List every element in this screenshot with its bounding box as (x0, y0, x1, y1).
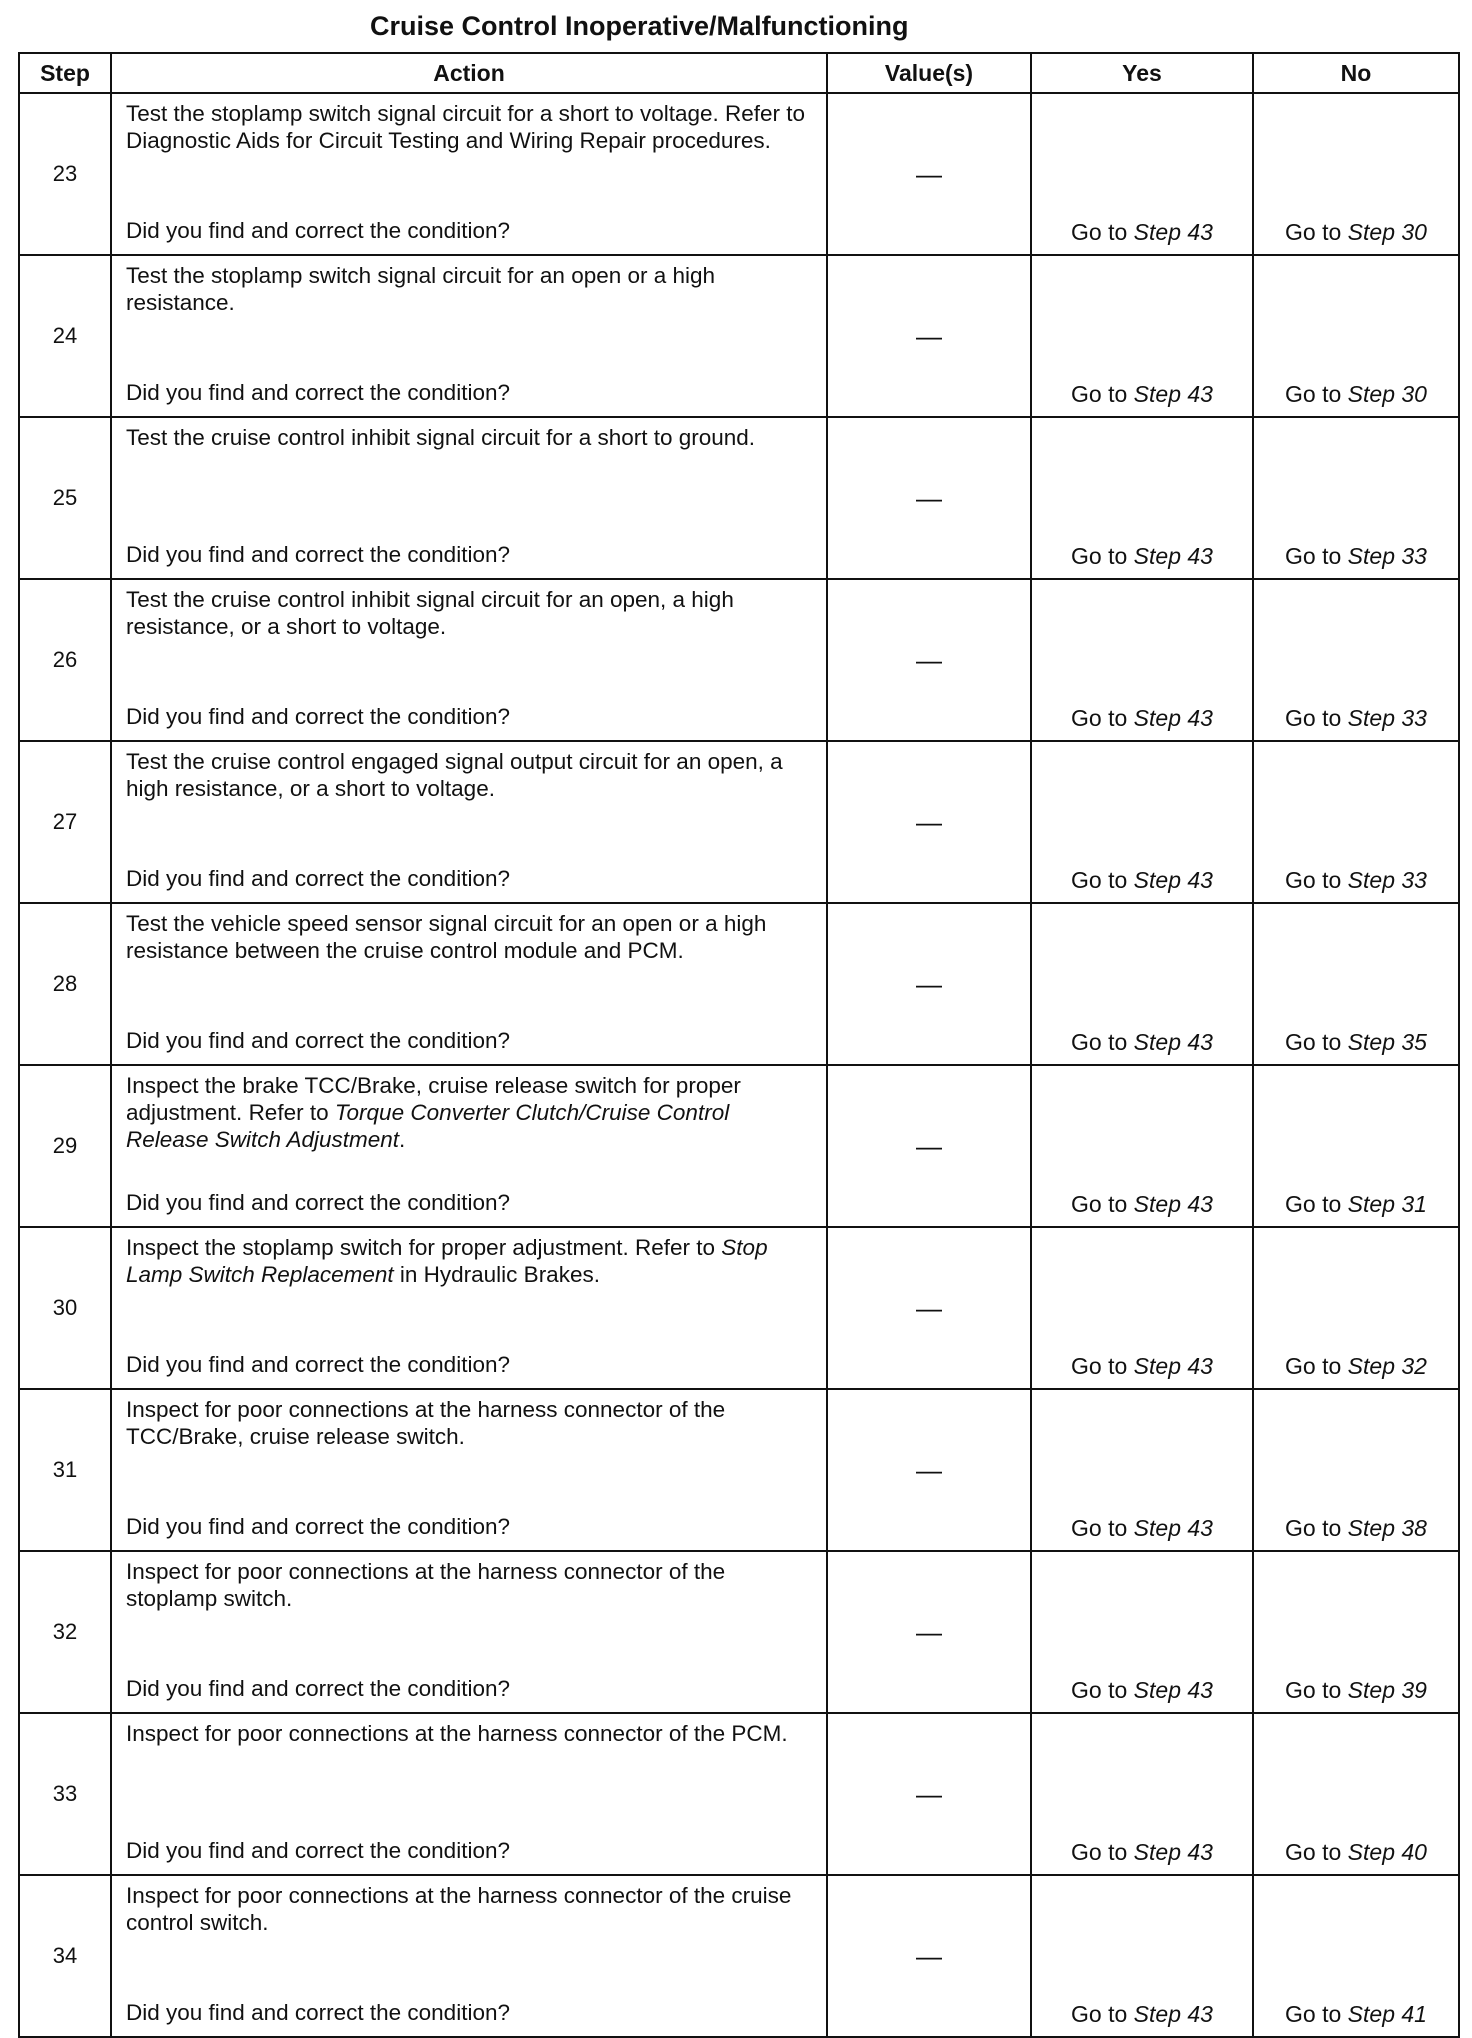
goto-step-ref: Step 43 (1133, 867, 1213, 893)
goto-prefix: Go to (1285, 1029, 1342, 1055)
step-number: 31 (19, 1389, 111, 1551)
yes-cell (1031, 741, 1253, 903)
goto-step-ref: Step 43 (1133, 1839, 1213, 1865)
goto-prefix: Go to (1071, 1677, 1128, 1703)
goto-prefix: Go to (1285, 1677, 1342, 1703)
goto-yes (1032, 1677, 1252, 1712)
no-cell (1253, 1551, 1459, 1713)
yes-cell (1031, 255, 1253, 417)
goto-no (1254, 1029, 1458, 1064)
goto-step-ref: Step 39 (1347, 1677, 1427, 1703)
goto-prefix: Go to (1071, 1353, 1128, 1379)
action-text (126, 1072, 816, 1153)
action-text-part: Test the stoplamp switch signal circuit for a short to voltage. Refer to Diagnostic Aids for Circuit Testing and Wiring Repair procedures. (126, 101, 806, 153)
action-text (126, 586, 816, 640)
header-no: No (1253, 53, 1459, 93)
table-row (19, 1065, 1459, 1227)
goto-prefix: Go to (1285, 1353, 1342, 1379)
yes-cell (1031, 1713, 1253, 1875)
goto-step-ref: Step 43 (1133, 1515, 1213, 1541)
action-text (126, 1234, 816, 1288)
no-cell (1253, 93, 1459, 255)
action-text-part: Test the cruise control inhibit signal circuit for an open, a high resistance, or a short to voltage. (126, 587, 734, 639)
goto-no (1254, 543, 1458, 578)
goto-step-ref: Step 43 (1133, 543, 1213, 569)
goto-yes (1032, 1515, 1252, 1550)
goto-prefix: Go to (1285, 867, 1342, 893)
table-body (19, 93, 1459, 2037)
goto-no (1254, 867, 1458, 902)
no-cell (1253, 1389, 1459, 1551)
goto-step-ref: Step 32 (1347, 1353, 1427, 1379)
action-question: Did you find and correct the condition? (126, 542, 510, 567)
action-cell (111, 1875, 827, 2037)
yes-cell (1031, 903, 1253, 1065)
table-row (19, 1389, 1459, 1551)
action-text (126, 424, 816, 451)
action-question: Did you find and correct the condition? (126, 1028, 510, 1053)
action-cell (111, 1065, 827, 1227)
action-text (126, 748, 816, 802)
value-cell: — (827, 741, 1031, 903)
goto-step-ref: Step 30 (1347, 219, 1427, 245)
action-cell (111, 579, 827, 741)
action-reference: Torque Converter Clutch/Cruise Control Release Switch Adjustment (126, 1100, 730, 1152)
goto-no (1254, 1191, 1458, 1226)
action-cell (111, 93, 827, 255)
step-number: 23 (19, 93, 111, 255)
action-text-part: Test the cruise control inhibit signal circuit for a short to ground. (126, 425, 756, 450)
goto-yes (1032, 1029, 1252, 1064)
action-text-part: . (399, 1127, 406, 1152)
step-number: 26 (19, 579, 111, 741)
action-reference: Stop Lamp Switch Replacement (126, 1235, 768, 1287)
goto-yes (1032, 1353, 1252, 1388)
goto-no (1254, 1839, 1458, 1874)
step-number: 28 (19, 903, 111, 1065)
table-row (19, 417, 1459, 579)
table-row (19, 1875, 1459, 2037)
goto-no (1254, 1515, 1458, 1550)
value-cell: — (827, 1389, 1031, 1551)
goto-prefix: Go to (1285, 543, 1342, 569)
table-row (19, 1227, 1459, 1389)
goto-yes (1032, 867, 1252, 902)
action-cell (111, 1551, 827, 1713)
goto-prefix: Go to (1285, 381, 1342, 407)
page-title: Cruise Control Inoperative/Malfunctioning (370, 11, 909, 41)
step-number: 29 (19, 1065, 111, 1227)
goto-step-ref: Step 43 (1133, 1353, 1213, 1379)
header-values: Value(s) (827, 53, 1031, 93)
goto-step-ref: Step 43 (1133, 1029, 1213, 1055)
step-number: 34 (19, 1875, 111, 2037)
table-row (19, 741, 1459, 903)
yes-cell (1031, 1389, 1253, 1551)
goto-no (1254, 705, 1458, 740)
no-cell (1253, 1227, 1459, 1389)
goto-yes (1032, 543, 1252, 578)
goto-yes (1032, 1191, 1252, 1226)
action-text (126, 1882, 816, 1936)
action-text-part: Inspect for poor connections at the harness connector of the stoplamp switch. (126, 1559, 726, 1611)
goto-no (1254, 1677, 1458, 1712)
yes-cell (1031, 417, 1253, 579)
action-text (126, 1558, 816, 1612)
yes-cell (1031, 1065, 1253, 1227)
action-text-part: Inspect the stoplamp switch for proper adjustment. Refer to (126, 1235, 722, 1260)
goto-step-ref: Step 40 (1347, 1839, 1427, 1865)
goto-no (1254, 1353, 1458, 1388)
goto-yes (1032, 1839, 1252, 1874)
goto-prefix: Go to (1071, 219, 1128, 245)
action-question: Did you find and correct the condition? (126, 2000, 510, 2025)
value-cell: — (827, 417, 1031, 579)
table-row (19, 93, 1459, 255)
action-question: Did you find and correct the condition? (126, 1352, 510, 1377)
goto-prefix: Go to (1285, 1839, 1342, 1865)
goto-yes (1032, 705, 1252, 740)
action-cell (111, 1227, 827, 1389)
goto-yes (1032, 219, 1252, 254)
step-number: 33 (19, 1713, 111, 1875)
yes-cell (1031, 93, 1253, 255)
goto-prefix: Go to (1071, 1515, 1128, 1541)
table-header-row (19, 53, 1459, 93)
goto-no (1254, 2001, 1458, 2036)
step-number: 25 (19, 417, 111, 579)
goto-step-ref: Step 43 (1133, 219, 1213, 245)
action-cell (111, 1389, 827, 1551)
value-cell: — (827, 93, 1031, 255)
goto-prefix: Go to (1285, 705, 1342, 731)
goto-step-ref: Step 30 (1347, 381, 1427, 407)
no-cell (1253, 903, 1459, 1065)
action-text-part: Inspect for poor connections at the harness connector of the cruise control switch. (126, 1883, 792, 1935)
goto-prefix: Go to (1071, 1029, 1128, 1055)
action-text-part: Inspect the brake TCC/Brake, cruise release switch for proper adjustment. Refer to (126, 1073, 741, 1125)
action-text-part: in Hydraulic Brakes. (393, 1262, 600, 1287)
action-question: Did you find and correct the condition? (126, 1838, 510, 1863)
goto-prefix: Go to (1071, 543, 1128, 569)
table-row (19, 1713, 1459, 1875)
goto-prefix: Go to (1071, 1191, 1128, 1217)
action-text (126, 262, 816, 316)
goto-prefix: Go to (1285, 2001, 1342, 2027)
action-question: Did you find and correct the condition? (126, 1190, 510, 1215)
table-row (19, 903, 1459, 1065)
value-cell: — (827, 1875, 1031, 2037)
action-question: Did you find and correct the condition? (126, 704, 510, 729)
goto-prefix: Go to (1071, 381, 1128, 407)
action-question: Did you find and correct the condition? (126, 866, 510, 891)
value-cell: — (827, 579, 1031, 741)
table-row (19, 255, 1459, 417)
no-cell (1253, 1713, 1459, 1875)
action-cell (111, 903, 827, 1065)
step-number: 30 (19, 1227, 111, 1389)
value-cell: — (827, 1065, 1031, 1227)
action-text (126, 910, 816, 964)
goto-step-ref: Step 38 (1347, 1515, 1427, 1541)
goto-prefix: Go to (1071, 1839, 1128, 1865)
step-number: 27 (19, 741, 111, 903)
action-cell (111, 1713, 827, 1875)
goto-step-ref: Step 35 (1347, 1029, 1427, 1055)
goto-step-ref: Step 43 (1133, 705, 1213, 731)
header-action: Action (111, 53, 827, 93)
header-yes: Yes (1031, 53, 1253, 93)
action-cell (111, 741, 827, 903)
goto-yes (1032, 2001, 1252, 2036)
goto-step-ref: Step 43 (1133, 2001, 1213, 2027)
action-text (126, 1396, 816, 1450)
goto-step-ref: Step 43 (1133, 1677, 1213, 1703)
action-question: Did you find and correct the condition? (126, 1676, 510, 1701)
no-cell (1253, 1875, 1459, 2037)
goto-no (1254, 219, 1458, 254)
action-text-part: Inspect for poor connections at the harness connector of the PCM. (126, 1721, 788, 1746)
action-text (126, 100, 816, 154)
no-cell (1253, 1065, 1459, 1227)
step-number: 32 (19, 1551, 111, 1713)
no-cell (1253, 579, 1459, 741)
action-question: Did you find and correct the condition? (126, 218, 510, 243)
goto-step-ref: Step 33 (1347, 867, 1427, 893)
table-row (19, 1551, 1459, 1713)
action-text-part: Test the vehicle speed sensor signal circuit for an open or a high resistance between the cruise control module and PCM. (126, 911, 767, 963)
table-row (19, 579, 1459, 741)
no-cell (1253, 417, 1459, 579)
goto-prefix: Go to (1285, 219, 1342, 245)
action-question: Did you find and correct the condition? (126, 1514, 510, 1539)
goto-step-ref: Step 41 (1347, 2001, 1427, 2027)
value-cell: — (827, 903, 1031, 1065)
no-cell (1253, 255, 1459, 417)
goto-step-ref: Step 31 (1347, 1191, 1427, 1217)
yes-cell (1031, 579, 1253, 741)
action-text-part: Inspect for poor connections at the harness connector of the TCC/Brake, cruise release switch. (126, 1397, 726, 1449)
goto-prefix: Go to (1071, 705, 1128, 731)
value-cell: — (827, 1713, 1031, 1875)
action-text (126, 1720, 816, 1747)
goto-prefix: Go to (1285, 1515, 1342, 1541)
goto-step-ref: Step 43 (1133, 1191, 1213, 1217)
action-text-part: Test the stoplamp switch signal circuit for an open or a high resistance. (126, 263, 716, 315)
procedure-table (18, 52, 1460, 2038)
yes-cell (1031, 1551, 1253, 1713)
action-question: Did you find and correct the condition? (126, 380, 510, 405)
header-step: Step (19, 53, 111, 93)
value-cell: — (827, 255, 1031, 417)
action-cell (111, 255, 827, 417)
goto-step-ref: Step 43 (1133, 381, 1213, 407)
action-text-part: Test the cruise control engaged signal output circuit for an open, a high resistance, or a short to voltage. (126, 749, 783, 801)
goto-no (1254, 381, 1458, 416)
value-cell: — (827, 1227, 1031, 1389)
goto-yes (1032, 381, 1252, 416)
yes-cell (1031, 1875, 1253, 2037)
goto-prefix: Go to (1071, 867, 1128, 893)
goto-step-ref: Step 33 (1347, 705, 1427, 731)
value-cell: — (827, 1551, 1031, 1713)
no-cell (1253, 741, 1459, 903)
goto-prefix: Go to (1285, 1191, 1342, 1217)
action-cell (111, 417, 827, 579)
goto-prefix: Go to (1071, 2001, 1128, 2027)
step-number: 24 (19, 255, 111, 417)
yes-cell (1031, 1227, 1253, 1389)
goto-step-ref: Step 33 (1347, 543, 1427, 569)
